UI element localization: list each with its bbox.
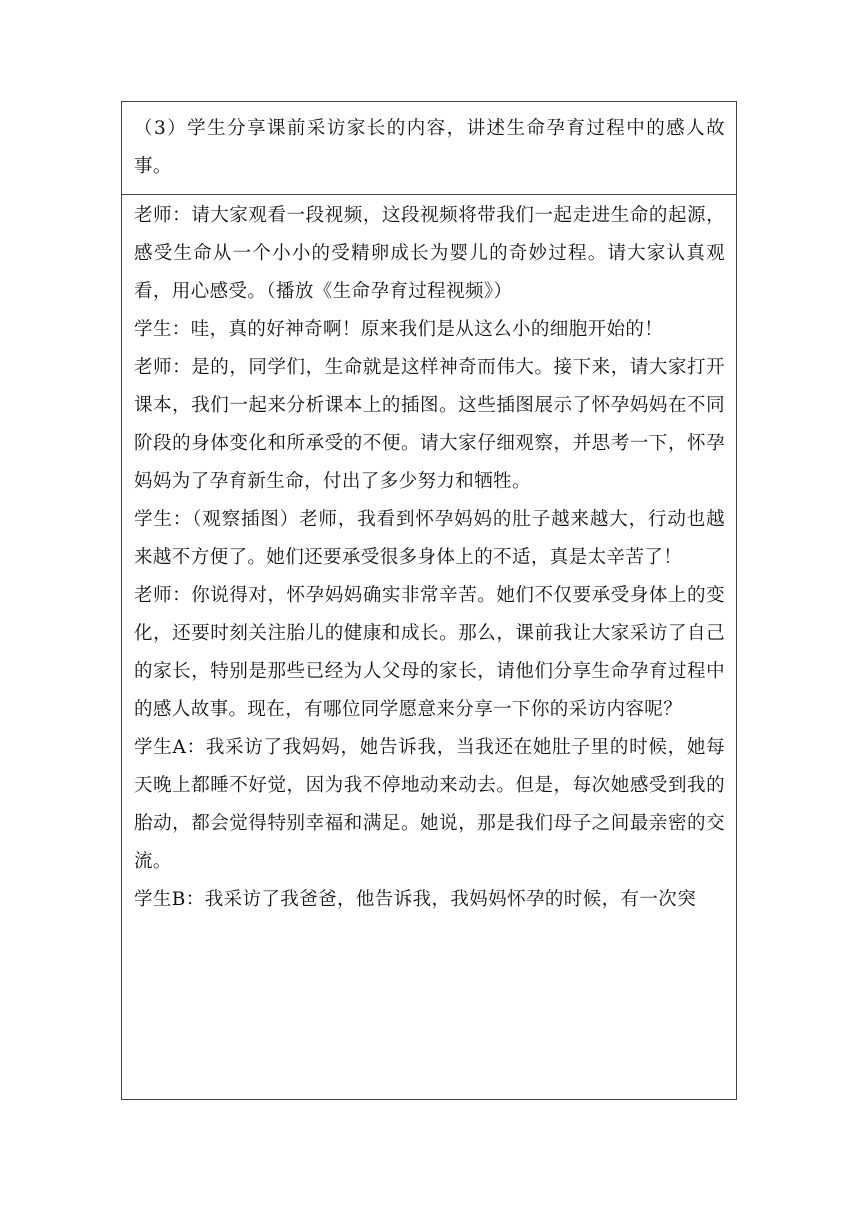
dialogue-paragraph: 老师：请大家观看一段视频，这段视频将带我们一起走进生命的起源，感受生命从一个小小的受精卵成长为婴儿的奇妙过程。请大家认真观看，用心感受。（播放《生命孕育过程视频》） (134, 205, 725, 302)
dialogue-paragraph: 老师：你说得对，怀孕妈妈确实非常辛苦。她们不仅要承受身体上的变化，还要时刻关注胎儿的健康和成长。那么，课前我让大家采访了自己的家长，特别是那些已经为人父母的家长，请他们分享生命孕育过程中的感人故事。现在，有哪位同学愿意来分享一下你的采访内容呢？ (134, 585, 725, 720)
table-row-activity-step (122, 102, 736, 195)
activity-step-text: （3）学生分享课前采访家长的内容，讲述生命孕育过程中的感人故事。 (134, 118, 725, 177)
lesson-table (121, 101, 737, 1100)
table-row-dialogue (122, 195, 736, 1099)
dialogue-paragraph: 老师：是的，同学们，生命就是这样神奇而伟大。接下来，请大家打开课本，我们一起来分析课本上的插图。这些插图展示了怀孕妈妈在不同阶段的身体变化和所承受的不便。请大家仔细观察，并思考一下，怀孕妈妈为了孕育新生命，付出了多少努力和牺牲。 (134, 357, 725, 492)
dialogue-paragraph: 学生：哇，真的好神奇啊！原来我们是从这么小的细胞开始的！ (134, 319, 664, 340)
dialogue-paragraph: 学生B：我采访了我爸爸，他告诉我，我妈妈怀孕的时候，有一次突 (134, 889, 697, 910)
dialogue-paragraph: 学生A：我采访了我妈妈，她告诉我，当我还在她肚子里的时候，她每天晚上都睡不好觉，因为我不停地动来动去。但是，每次她感受到我的胎动，都会觉得特别幸福和满足。她说，那是我们母子之间最亲密的交流。 (134, 737, 725, 872)
dialogue-paragraph: 学生：（观察插图）老师，我看到怀孕妈妈的肚子越来越大，行动也越来越不方便了。她们还要承受很多身体上的不适，真是太辛苦了！ (134, 509, 725, 568)
